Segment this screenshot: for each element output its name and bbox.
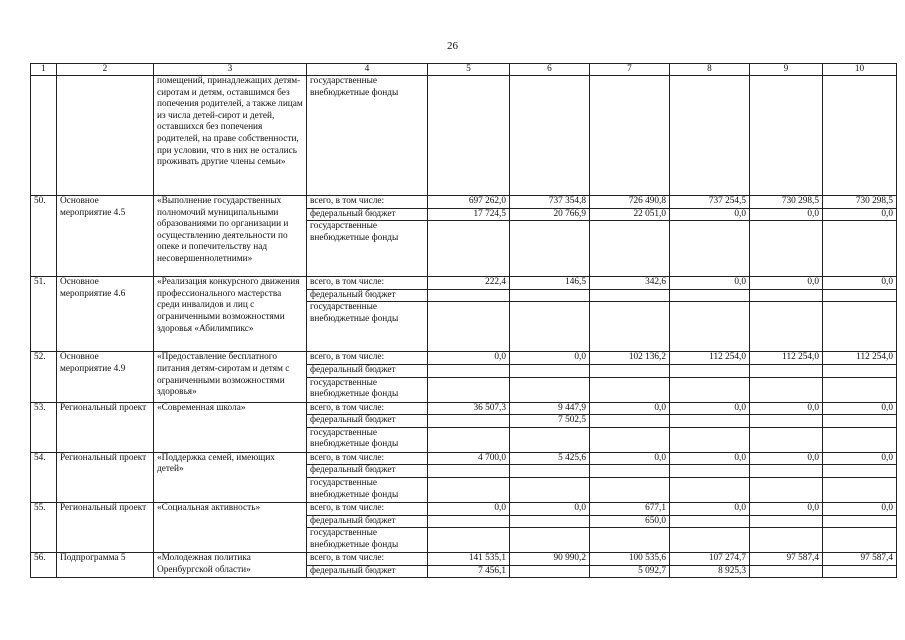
value-cell [428, 528, 510, 553]
funding-source-cell: федеральный бюджет [307, 515, 428, 528]
value-cell [428, 515, 510, 528]
value-cell [428, 477, 510, 502]
value-cell [510, 221, 590, 277]
item-type-cell: Региональный проект [57, 452, 154, 502]
table-row [31, 553, 897, 566]
row-number-cell: 55. [31, 502, 57, 552]
value-cell: 0,0 [750, 402, 823, 415]
value-cell [510, 477, 590, 502]
value-cell: 7 456,1 [428, 565, 510, 578]
value-cell: 737 254,5 [670, 196, 750, 209]
value-cell [590, 289, 670, 302]
funding-source-cell: государственные внебюджетные фонды [307, 477, 428, 502]
value-cell [823, 515, 897, 528]
value-cell: 0,0 [823, 277, 897, 290]
value-cell [823, 477, 897, 502]
value-cell [670, 221, 750, 277]
value-cell: 0,0 [823, 502, 897, 515]
value-cell [428, 289, 510, 302]
column-number: 5 [428, 64, 510, 76]
funding-source-cell: всего, в том числе: [307, 196, 428, 209]
value-cell: 730 298,5 [750, 196, 823, 209]
row-number-cell: 56. [31, 553, 57, 578]
value-cell [590, 302, 670, 352]
value-cell [428, 76, 510, 196]
value-cell: 112 254,0 [823, 352, 897, 365]
value-cell [428, 302, 510, 352]
value-cell [590, 477, 670, 502]
description-cell: «Выполнение государственных полномочий муниципальными образованиями по организации и осуществлению деятельности по опеке и попечительству над несовершеннолетними» [154, 196, 307, 277]
value-cell: 0,0 [670, 277, 750, 290]
value-cell [823, 302, 897, 352]
value-cell: 0,0 [750, 502, 823, 515]
value-cell [510, 364, 590, 377]
value-cell: 5 092,7 [590, 565, 670, 578]
value-cell [823, 528, 897, 553]
description-cell: «Молодежная политика Оренбургской области» [154, 553, 307, 578]
value-cell [750, 415, 823, 428]
funding-source-cell: государственные внебюджетные фонды [307, 221, 428, 277]
value-cell: 20 766,9 [510, 208, 590, 221]
value-cell [510, 427, 590, 452]
value-cell [428, 427, 510, 452]
funding-source-cell: федеральный бюджет [307, 208, 428, 221]
value-cell [510, 565, 590, 578]
value-cell [510, 377, 590, 402]
value-cell: 112 254,0 [670, 352, 750, 365]
page-number: 26 [447, 40, 458, 52]
value-cell: 102 136,2 [590, 352, 670, 365]
column-number: 9 [750, 64, 823, 76]
value-cell [510, 515, 590, 528]
value-cell: 0,0 [670, 402, 750, 415]
value-cell [750, 377, 823, 402]
value-cell [510, 289, 590, 302]
value-cell: 737 354,8 [510, 196, 590, 209]
continuation-row [31, 76, 897, 196]
value-cell [823, 465, 897, 478]
value-cell: 8 925,3 [670, 565, 750, 578]
row-number-cell: 50. [31, 196, 57, 277]
value-cell: 9 447,9 [510, 402, 590, 415]
funding-source-cell: федеральный бюджет [307, 364, 428, 377]
value-cell [750, 465, 823, 478]
value-cell [750, 565, 823, 578]
value-cell: 0,0 [590, 452, 670, 465]
value-cell [670, 465, 750, 478]
value-cell: 7 502,5 [510, 415, 590, 428]
description-cell: «Современная школа» [154, 402, 307, 452]
value-cell: 0,0 [428, 352, 510, 365]
column-number: 2 [57, 64, 154, 76]
value-cell: 97 587,4 [823, 553, 897, 566]
funding-source-cell: всего, в том числе: [307, 352, 428, 365]
description-cell: «Поддержка семей, имеющих детей» [154, 452, 307, 502]
value-cell [428, 415, 510, 428]
value-cell: 0,0 [510, 352, 590, 365]
column-number: 3 [154, 64, 307, 76]
value-cell [590, 364, 670, 377]
funding-source-cell: федеральный бюджет [307, 565, 428, 578]
value-cell [750, 427, 823, 452]
value-cell [670, 477, 750, 502]
value-cell [670, 302, 750, 352]
value-cell: 222,4 [428, 277, 510, 290]
value-cell: 0,0 [590, 402, 670, 415]
value-cell [590, 377, 670, 402]
value-cell [823, 377, 897, 402]
value-cell [428, 364, 510, 377]
value-cell [823, 221, 897, 277]
value-cell [670, 415, 750, 428]
value-cell [510, 302, 590, 352]
item-type-cell: Региональный проект [57, 502, 154, 552]
value-cell: 677,1 [590, 502, 670, 515]
table-row [31, 502, 897, 515]
table-row [31, 196, 897, 209]
value-cell [590, 528, 670, 553]
value-cell [428, 377, 510, 402]
column-number: 8 [670, 64, 750, 76]
item-type-cell: Основное мероприятие 4.9 [57, 352, 154, 402]
funding-source-cell: государственные внебюджетные фонды [307, 528, 428, 553]
value-cell [590, 427, 670, 452]
value-cell: 650,0 [590, 515, 670, 528]
value-cell: 0,0 [670, 452, 750, 465]
value-cell [670, 515, 750, 528]
value-cell [750, 289, 823, 302]
row-number-cell: 54. [31, 452, 57, 502]
value-cell [590, 415, 670, 428]
column-number: 1 [31, 64, 57, 76]
value-cell [823, 415, 897, 428]
value-cell: 97 587,4 [750, 553, 823, 566]
value-cell: 697 262,0 [428, 196, 510, 209]
value-cell [750, 515, 823, 528]
value-cell: 0,0 [823, 452, 897, 465]
value-cell: 0,0 [823, 208, 897, 221]
value-cell: 107 274,7 [670, 553, 750, 566]
value-cell: 22 051,0 [590, 208, 670, 221]
value-cell [510, 528, 590, 553]
value-cell [428, 465, 510, 478]
value-cell [670, 377, 750, 402]
value-cell: 0,0 [510, 502, 590, 515]
value-cell [590, 221, 670, 277]
table-row [31, 402, 897, 415]
value-cell: 730 298,5 [823, 196, 897, 209]
description-cell: «Социальная активность» [154, 502, 307, 552]
value-cell: 4 700,0 [428, 452, 510, 465]
value-cell: 0,0 [750, 277, 823, 290]
funding-source-cell: федеральный бюджет [307, 289, 428, 302]
value-cell [750, 221, 823, 277]
value-cell [670, 289, 750, 302]
value-cell [750, 76, 823, 196]
item-type-cell: Основное мероприятие 4.6 [57, 277, 154, 352]
funding-source-cell: всего, в том числе: [307, 553, 428, 566]
description-cell: помещений, принадлежащих детям-сиротам и детям, оставшимся без попечения родителей, а также лицам из числа детей-сирот и детей, оставшихся без попечения родителей, на праве собственности, при условии, что в них не остались проживать другие члены семьи» [154, 76, 307, 196]
value-cell: 0,0 [428, 502, 510, 515]
value-cell: 0,0 [670, 208, 750, 221]
value-cell: 17 724,5 [428, 208, 510, 221]
value-cell [823, 427, 897, 452]
value-cell [750, 477, 823, 502]
value-cell: 0,0 [750, 452, 823, 465]
table-row [31, 352, 897, 365]
funding-source-cell: всего, в том числе: [307, 402, 428, 415]
value-cell: 726 490,8 [590, 196, 670, 209]
item-type-cell: Подпрограмма 5 [57, 553, 154, 578]
value-cell: 0,0 [823, 402, 897, 415]
value-cell [670, 364, 750, 377]
value-cell [750, 302, 823, 352]
value-cell: 100 535,6 [590, 553, 670, 566]
value-cell: 5 425,6 [510, 452, 590, 465]
value-cell [670, 427, 750, 452]
row-number-cell: 53. [31, 402, 57, 452]
row-number-cell: 51. [31, 277, 57, 352]
value-cell [823, 289, 897, 302]
funding-source-cell: государственные внебюджетные фонды [307, 377, 428, 402]
column-number: 6 [510, 64, 590, 76]
item-type-cell [57, 76, 154, 196]
value-cell [670, 76, 750, 196]
item-type-cell: Основное мероприятие 4.5 [57, 196, 154, 277]
row-number-cell [31, 76, 57, 196]
funding-source-cell: государственные внебюджетные фонды [307, 302, 428, 352]
budget-table [30, 63, 897, 578]
value-cell [823, 364, 897, 377]
table-row [31, 452, 897, 465]
value-cell [823, 76, 897, 196]
item-type-cell: Региональный проект [57, 402, 154, 452]
value-cell: 36 507,3 [428, 402, 510, 415]
value-cell [428, 221, 510, 277]
funding-source-cell: федеральный бюджет [307, 465, 428, 478]
value-cell: 146,5 [510, 277, 590, 290]
funding-source-cell: федеральный бюджет [307, 415, 428, 428]
value-cell: 342,6 [590, 277, 670, 290]
funding-source-cell: государственные внебюджетные фонды [307, 427, 428, 452]
value-cell [590, 76, 670, 196]
value-cell [510, 76, 590, 196]
value-cell: 90 990,2 [510, 553, 590, 566]
description-cell: «Предоставление бесплатного питания детям-сиротам и детям с ограниченными возможностями здоровья» [154, 352, 307, 402]
funding-source-cell: всего, в том числе: [307, 452, 428, 465]
value-cell: 112 254,0 [750, 352, 823, 365]
value-cell [510, 465, 590, 478]
table-row [31, 277, 897, 290]
value-cell [750, 528, 823, 553]
value-cell [823, 565, 897, 578]
value-cell [750, 364, 823, 377]
column-number-row [31, 64, 897, 76]
column-number: 10 [823, 64, 897, 76]
funding-source-cell: всего, в том числе: [307, 277, 428, 290]
value-cell: 141 535,1 [428, 553, 510, 566]
row-number-cell: 52. [31, 352, 57, 402]
value-cell [590, 465, 670, 478]
funding-source-cell: всего, в том числе: [307, 502, 428, 515]
funding-source-cell: государственные внебюджетные фонды [307, 76, 428, 196]
value-cell: 0,0 [750, 208, 823, 221]
value-cell [670, 528, 750, 553]
column-number: 4 [307, 64, 428, 76]
description-cell: «Реализация конкурсного движения профессионального мастерства среди инвалидов и лиц с ограниченными возможностями здоровья «Абилимпикс» [154, 277, 307, 352]
column-number: 7 [590, 64, 670, 76]
value-cell: 0,0 [670, 502, 750, 515]
